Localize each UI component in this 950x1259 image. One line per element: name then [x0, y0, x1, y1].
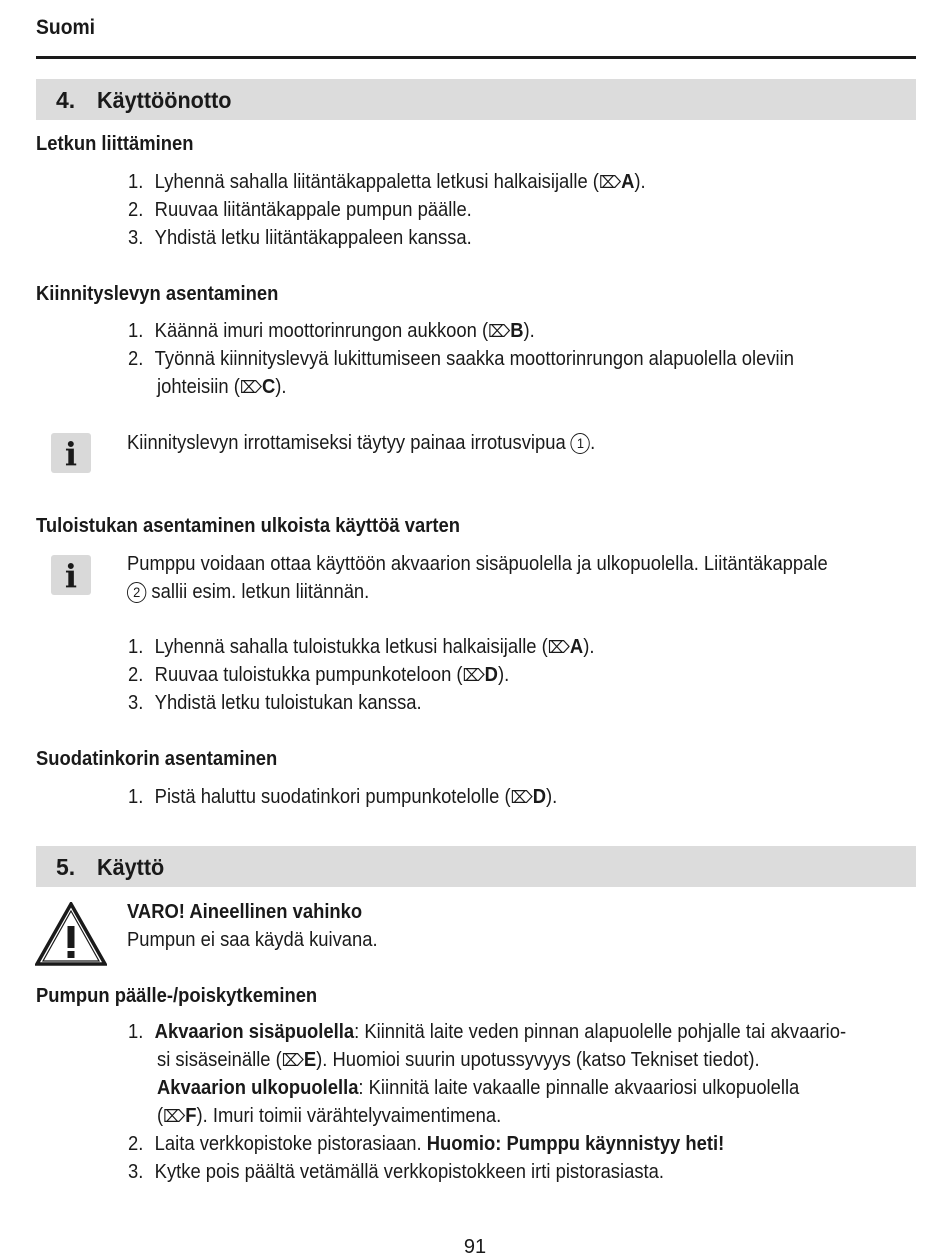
header-rule — [36, 56, 916, 59]
warning-text: Pumpun ei saa käydä kuivana. — [127, 929, 378, 951]
list-item: 3. Yhdistä letku tuloistukan kanssa. — [128, 692, 422, 714]
reference-arrow-icon: ⌦ — [488, 322, 511, 341]
list-item-continuation: johteisiin (⌦C). — [157, 376, 287, 398]
language-label: Suomi — [36, 16, 96, 39]
list-item: 2. Ruuvaa tuloistukka pumpunkoteloon (⌦D). — [128, 664, 510, 686]
list-item-continuation: (⌦F). Imuri toimii värähtelyvaimentimena. — [157, 1105, 502, 1127]
reference-arrow-icon: ⌦ — [281, 1051, 304, 1070]
list-item: 1. Akvaarion sisäpuolella: Kiinnitä laite veden pinnan alapuolelle pohjalle tai akvaario- — [128, 1021, 847, 1043]
page-number: 91 — [463, 1236, 487, 1258]
outlet-heading: Tuloistukan asentaminen ulkoista käyttöä varten — [36, 515, 461, 537]
callout-number: 1 — [571, 433, 590, 454]
reference-arrow-icon: ⌦ — [239, 378, 262, 397]
list-item-continuation: si sisäseinälle (⌦E). Huomioi suurin upotussyvyys (katso Tekniset tiedot). — [157, 1049, 760, 1071]
hose-heading: Letkun liittäminen — [36, 133, 194, 155]
section-5-header — [36, 846, 916, 887]
info-icon: i — [51, 433, 91, 473]
list-item: 1. Pistä haluttu suodatinkori pumpunkotelolle (⌦D). — [128, 786, 558, 808]
section-title: Käyttöönotto — [97, 87, 232, 113]
list-item: 2. Ruuvaa liitäntäkappale pumpun päälle. — [128, 199, 472, 221]
section-number: 4. — [56, 87, 76, 113]
reference-arrow-icon: ⌦ — [462, 666, 485, 685]
list-item: 2. Työnnä kiinnityslevyä lukittumiseen saakka moottorinrungon alapuolella oleviin — [128, 348, 794, 370]
list-item-continuation: Akvaarion ulkopuolella: Kiinnitä laite vakaalle pinnalle akvaariosi ulkopuolella — [157, 1077, 800, 1099]
reference-arrow-icon: ⌦ — [163, 1107, 186, 1126]
info-icon: i — [51, 555, 91, 595]
reference-arrow-icon: ⌦ — [510, 788, 533, 807]
info-note-line: Pumppu voidaan ottaa käyttöön akvaarion sisäpuolella ja ulkopuolella. Liitäntäkappale — [127, 553, 828, 575]
info-note-line: 2 sallii esim. letkun liitännän. — [127, 581, 369, 604]
list-item: 3. Kytke pois päältä vetämällä verkkopistokkeen irti pistorasiasta. — [128, 1161, 664, 1183]
list-item: 1. Lyhennä sahalla tuloistukka letkusi halkaisijalle (⌦A). — [128, 636, 595, 658]
section-title: Käyttö — [97, 854, 165, 880]
reference-arrow-icon: ⌦ — [598, 173, 622, 192]
section-number: 5. — [56, 854, 76, 880]
warning-triangle-icon — [35, 902, 107, 966]
list-item: 3. Yhdistä letku liitäntäkappaleen kanssa. — [128, 227, 472, 249]
list-item: 1. Lyhennä sahalla liitäntäkappaletta letkusi halkaisijalle (⌦A). — [128, 171, 646, 193]
switching-heading: Pumpun päälle-/poiskytkeminen — [36, 985, 318, 1007]
callout-number: 2 — [127, 582, 146, 603]
filter-heading: Suodatinkorin asentaminen — [36, 748, 278, 770]
list-item: 2. Laita verkkopistoke pistorasiaan. Huomio: Pumppu käynnistyy heti! — [128, 1133, 725, 1155]
warning-title: VARO! Aineellinen vahinko — [127, 901, 363, 923]
reference-arrow-icon: ⌦ — [547, 638, 570, 657]
section-4-header — [36, 79, 916, 120]
info-note: Kiinnityslevyn irrottamiseksi täytyy painaa irrotusvipua 1 . — [127, 432, 596, 454]
plate-heading: Kiinnityslevyn asentaminen — [36, 283, 279, 305]
list-item: 1. Käännä imuri moottorinrungon aukkoon (⌦B). — [128, 320, 535, 342]
